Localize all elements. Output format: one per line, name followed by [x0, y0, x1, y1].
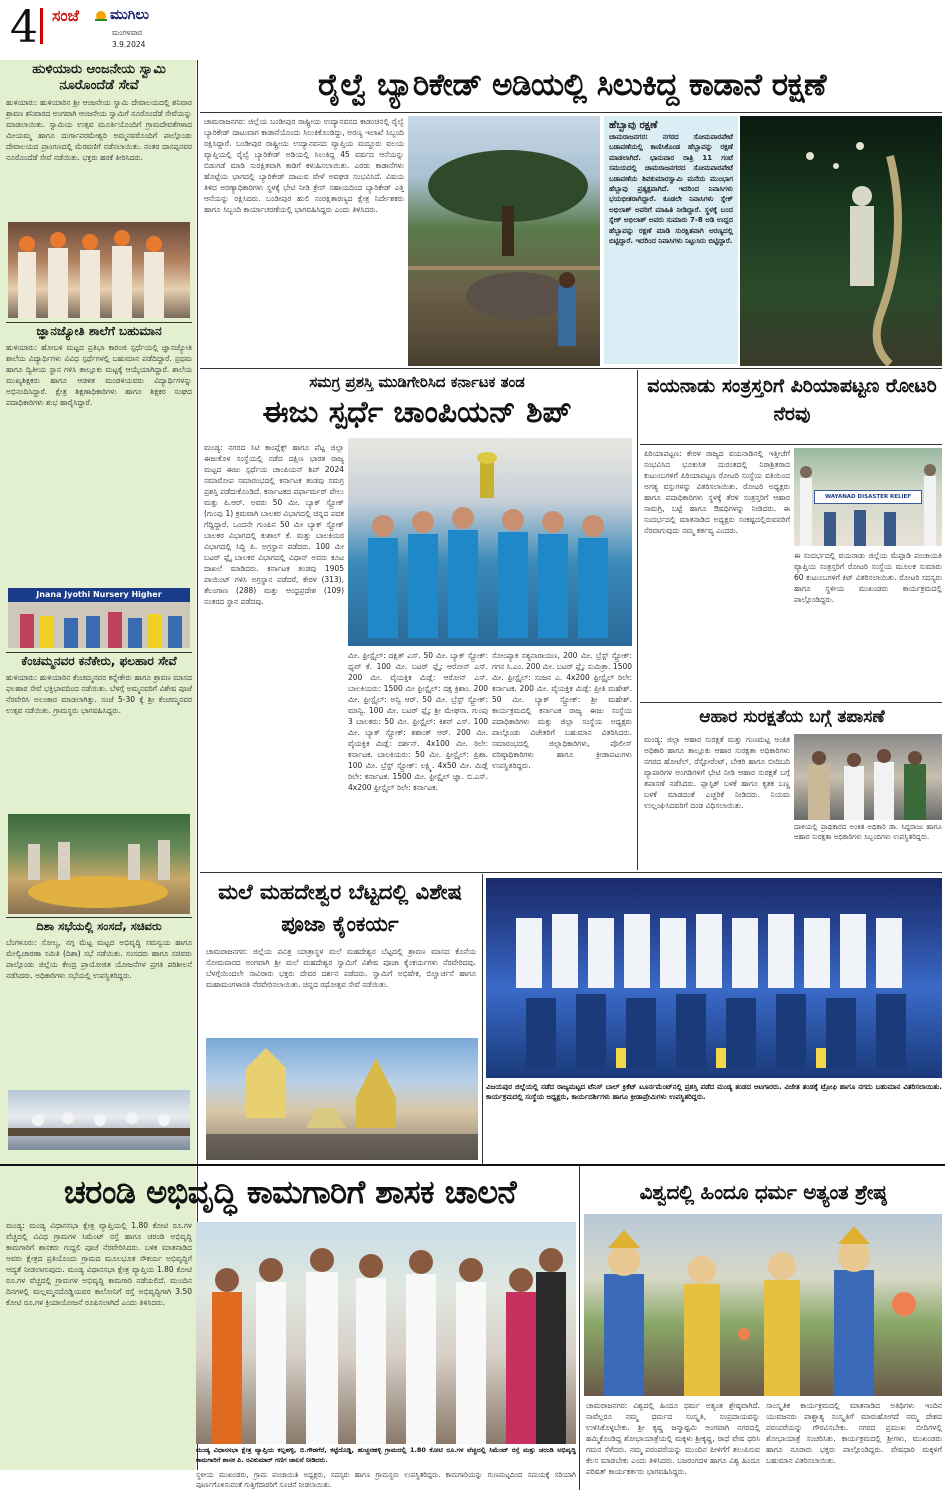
elephant-body: ಚಾಮರಾಜನಗರ: ಜಿಲ್ಲೆಯ ಬಂಡೀಪುರ ರಾಷ್ಟ್ರೀಯ ಉದ್ಯಾನವನದ ಕಾಡಂಚಿನಲ್ಲಿ ರೈಲ್ವೆ ಬ್ಯಾರಿಕೇಡ್ ದಾಟುವಾಗ ಕಾಡಾನೆಯೊಂದು ಸಿಲುಕಿಕೊಂಡಿದ್ದು, ಅರಣ್ಯ ಇಲಾಖೆ ಸಿಬ್ಬಂದಿ ರಕ್ಷಿಸಿದ್ದಾರೆ. ಬಂಡೀಪುರ ರಾಷ್ಟ್ರೀಯ ಉದ್ಯಾನವನದ ವ್ಯಾಪ್ತಿಯ ಮದ್ದೂರು ವಲಯ ವ್ಯಾಪ್ತಿಯಲ್ಲಿ ರೈಲ್ವೆ ಬ್ಯಾರಿಕೇಡ್ ಅಡಿಯಲ್ಲಿ ಸಿಲುಕಿದ್ದ 45 ವರ್ಷದ ಆನೆಯನ್ನು ಬಿಡುಗಡೆ ಮಾಡಿ ಸುರಕ್ಷಿತವಾಗಿ ಕಾಡಿಗೆ ಕಳುಹಿಸಲಾಯಿತು. ಎರಡು ಕಾಡಾನೆಗಳು ಹೊಟ್ಟೆಯ ಭಾಗದಲ್ಲಿ ಬ್ಯಾರಿಕೇಡ್ ದಾಟುವ ವೇಳೆ ಅವಘಡ ಸಂಭವಿಸಿದೆ. ವಿಷಯ ತಿಳಿದ ಅರಣ್ಯಾಧಿಕಾರಿಗಳು ಸ್ಥಳಕ್ಕೆ ಭೇಟಿ ನೀಡಿ ಕ್ರೇನ್ ಸಹಾಯದಿಂದ ಬ್ಯಾರಿಕೇಡ್ ಎತ್ತಿ ಆನೆಯನ್ನು ರಕ್ಷಿಸಿದರು. ಬಂಡೀಪುರ ಹುಲಿ ಸಂರಕ್ಷಿತಾರಣ್ಯದ ಕ್ಷೇತ್ರ ನಿರ್ದೇಶಕರು ಹಾಗೂ ಸಿಬ್ಬಂದಿ ಕಾರ್ಯಾಚರಣೆಯಲ್ಲಿ ಭಾಗವಹಿಸಿದ್ದರು ಎಂದು ತಿಳಿಸಿದರು. [204, 117, 404, 214]
photo-school-award [8, 588, 190, 648]
charandi-body: ಮಂಡ್ಯ: ಮಂಡ್ಯ ವಿಧಾನಸಭಾ ಕ್ಷೇತ್ರ ವ್ಯಾಪ್ತಿಯಲ್ಲಿ 1.80 ಕೋಟಿ ರೂ.ಗಳ ವೆಚ್ಚದಲ್ಲಿ ವಿವಿಧ ಗ್ರಾಮಗಳ ಸಿಮೆಂಟ್ ರಸ್ತೆ ಹಾಗೂ ಚರಂಡಿ ಅಭಿವೃದ್ಧಿ ಕಾಮಗಾರಿಗೆ ಶಾಸಕರು ಗುದ್ದಲಿ ಪೂಜೆ ನೆರವೇರಿಸಿದರು. ಬಳಿಕ ಮಾತನಾಡಿದ ಅವರು ಕ್ಷೇತ್ರದ ಪ್ರತಿಯೊಂದು ಗ್ರಾಮದ ಮೂಲಭೂತ ಸೌಕರ್ಯ ಅಭಿವೃದ್ಧಿಗೆ ಆದ್ಯತೆ ನೀಡಲಾಗುವುದು. ಮಂಡ್ಯ ವಿಧಾನಸಭಾ ಕ್ಷೇತ್ರ ವ್ಯಾಪ್ತಿಯ 1.80 ಕೋಟಿ ರೂ.ಗಳ ವೆಚ್ಚದಲ್ಲಿ ಗ್ರಾಮಗಳ ಅಭಿವೃದ್ಧಿ ಕಾಮಗಾರಿ ನಡೆಯಲಿದೆ. ಮುಂದಿನ ದಿನಗಳಲ್ಲಿ ಮಲ್ಲಮ್ಮನದೊಡ್ಡಿಯವರ ಕಾಲೋನಿಗೆ ರಸ್ತೆ ಅಭಿವೃದ್ಧಿಗಾಗಿ 3.50 ಕೋಟಿ ರೂ.ಗಳ ಕ್ರಿಯಾಯೋಜನೆ ರೂಪಿಸಲಾಗಿದೆ ಎಂದು ತಿಳಿಸಿದರು. [6, 1221, 192, 1307]
headline-swimming: ಈಜು ಸ್ಪರ್ಧೆ ಚಾಂಪಿಯನ್ ಶಿಪ್ [262, 395, 572, 430]
article-disha [6, 919, 192, 1087]
hindu-col2: ಸಾಂಸ್ಕೃತಿಕ ಕಾರ್ಯಕ್ರಮದಲ್ಲಿ ಮಾತನಾಡಿದ ಅತಿಥಿಗಳು ಇಂದಿನ ಯುವಜನರು ಪಾಶ್ಚಾತ್ಯ ಸಂಸ್ಕೃತಿಗೆ ಮಾರುಹೋಗದೆ ನಮ್ಮ ದೇಶದ ಪರಂಪರೆಯನ್ನು ಗೌರವಿಸಬೇಕು. ನಗರದ ಪ್ರಮುಖ ಬೀದಿಗಳಲ್ಲಿ ಶೋಭಾಯಾತ್ರೆ ಸಂಚರಿಸಿತು. ಕಾರ್ಯಕ್ರಮದಲ್ಲಿ ಶ್ರೀಗಳು, ಮುಖಂಡರು ಹಾಗೂ ನೂರಾರು ಭಕ್ತರು ಪಾಲ್ಗೊಂಡಿದ್ದರು. ವೇಷಧಾರಿ ಮಕ್ಕಳಿಗೆ ಬಹುಮಾನ ವಿತರಿಸಲಾಯಿತು. [766, 1401, 942, 1465]
headline-wayanad: ವಯನಾಡು ಸಂತ್ರಸ್ತರಿಗೆ ಪಿರಿಯಾಪಟ್ಟಣ ರೋಟರಿ ನೆರವು [647, 375, 937, 425]
swimming-col3: ಸೋಂಪ್ಯಾಕ ಸತ್ಯನಾರಾಯಣ, 200 ಮೀ. ಬ್ರೆಸ್ಟ್ ಸ್ಟ್ರೋಕ್: ಗಗನ ಸಿ.ಎಂ. 200 ಮೀ. ಬಟರ್ ಫ್ಲೈ: ಸುಮಿತ್ರಾ. 1500 ಮೀ. ಫ್ರೀಸ್ಟೈಲ್: ಸಂಜನ ಎ. 4x200 ಫ್ರೀಸ್ಟೈಲ್ ರಿಲೇ: ಕರ್ನಾಟಕ. 200 ಮೀ. ವೈಯಕ್ತಿಕ ಮಿಡ್ಲೆ: ಪ್ರೀತಿ ಮಹೇಶ್. 50 ಮೀ. ಬ್ಯಾಕ್ ಸ್ಟ್ರೋಕ್: ಶ್ರೀ ಮಹೇಶ್. ಕಾರ್ಯಕ್ರಮದಲ್ಲಿ ಕರ್ನಾಟಕ ರಾಜ್ಯ ಈಜು ಸಂಸ್ಥೆಯ ಪದಾಧಿಕಾರಿಗಳು ಮತ್ತು ಜಿಲ್ಲಾ ಸಂಸ್ಥೆಯ ಅಧ್ಯಕ್ಷರು ಪಾಲ್ಗೊಂಡು ವಿಜೇತರಿಗೆ ಬಹುಮಾನ ವಿತರಿಸಿದರು. ಸಮಾರಂಭದಲ್ಲಿ ಜಿಲ್ಲಾಧಿಕಾರಿಗಳು, ಪೊಲೀಸ್ ವರಿಷ್ಠಾಧಿಕಾರಿಗಳು ಹಾಗೂ ಕ್ರೀಡಾಪಟುಗಳು ಉಪಸ್ಥಿತರಿದ್ದರು. [492, 651, 632, 770]
food-caption: ದಾಳಿಯಲ್ಲಿ ಪ್ರಾಧಿಕಾರದ ಅಂಕಿತ ಅಧಿಕಾರಿ ಡಾ. ಸಿದ್ದರಾಜು ಹಾಗೂ ಆಹಾರ ಸುರಕ್ಷತಾ ಅಧಿಕಾರಿಗಳು ಸಿಬ್ಬಂದಿಗಳು ಉಪಸ್ಥಿತರಿದ್ದರು. [794, 823, 942, 841]
page-number: 4 [10, 2, 38, 53]
photo-wayanad-relief [794, 448, 942, 546]
photo-food-inspection [794, 734, 942, 820]
photo-disha-meeting [8, 1090, 190, 1150]
headline-charandi: ಚರಂಡಿ ಅಭಿವೃದ್ಧಿ ಕಾಮಗಾರಿಗೆ ಶಾಸಕ ಚಾಲನೆ [63, 1173, 517, 1211]
masthead-date: 3.9.2024 [112, 40, 146, 49]
masthead [0, 0, 200, 58]
charandi-body2: ಸ್ಥಳೀಯ ಮುಖಂಡರು, ಗ್ರಾಮ ಪಂಚಾಯಿತಿ ಅಧ್ಯಕ್ಷರು, ಸದಸ್ಯರು ಹಾಗೂ ಗ್ರಾಮಸ್ಥರು ಉಪಸ್ಥಿತರಿದ್ದರು. ಕಾಮಗಾರಿಯನ್ನು ಗುಣಮಟ್ಟದಿಂದ ಸಮಯಕ್ಕೆ ಸರಿಯಾಗಿ ಪೂರ್ಣಗೊಳಿಸುವಂತೆ ಗುತ್ತಿಗೆದಾರರಿಗೆ ಸೂಚನೆ ನೀಡಲಾಯಿತು. [196, 1471, 576, 1489]
python-body: ಚಾಮರಾಜನಗರ: ನಗರದ ಸೋಮವಾರಪೇಟೆ ಬಡಾವಣೆಯಲ್ಲಿ ಕಾಣಿಸಿಕೊಂಡ ಹೆಬ್ಬಾವನ್ನು ರಕ್ಷಣೆ ಮಾಡಲಾಗಿದೆ. ಭಾನುವಾರ ರಾತ್ರಿ 11 ಗಂಟೆ ಸಮಯದಲ್ಲಿ ಚಾಮರಾಜನಗರದ ಸೋಮವಾರಪೇಟೆ ಬಡಾವಣೆಯ ಶಿವಕುಮಾರಸ್ವಾಮಿ ಮನೆಯ ಮುಂಭಾಗ ಹೆಬ್ಬಾವು ಪ್ರತ್ಯಕ್ಷವಾಗಿದೆ. ಇದರಿಂದ ನಿವಾಸಿಗಳು ಭಯಭೀತರಾಗಿದ್ದಾರೆ. ಕೂಡಲೇ ನಿವಾಸಿಗಳು ಸ್ನೇಕ್ ಅಭಿಲಾಶ್ ಅವರಿಗೆ ಮಾಹಿತಿ ನೀಡಿದ್ದಾರೆ. ಸ್ಥಳಕ್ಕೆ ಬಂದ ಸ್ನೇಕ್ ಅಭಿಲಾಶ್ ಅವರು ಸುಮಾರು 7-8 ಅಡಿ ಉದ್ದದ ಹೆಬ್ಬಾವನ್ನು ರಕ್ಷಣೆ ಮಾಡಿ ಸುರಕ್ಷಿತವಾಗಿ ಅರಣ್ಯದಲ್ಲಿ ಬಿಟ್ಟಿದ್ದಾರೆ. ಇದರಿಂದ ನಿವಾಸಿಗಳು ನಿಟ್ಟುಸಿರು ಬಿಟ್ಟಿದ್ದಾರೆ. [609, 133, 733, 246]
headline-mm-hills: ಮಲೆ ಮಹದೇಶ್ವರ ಬೆಟ್ಟದಲ್ಲಿ ವಿಶೇಷ ಪೂಜಾ ಕೈಂಕರ್ಯ [218, 880, 462, 936]
headline-elephant: ರೈಲ್ವೆ ಬ್ಯಾರಿಕೇಡ್ ಅಡಿಯಲ್ಲಿ ಸಿಲುಕಿದ್ದ ಕಾಡಾನೆ ರಕ್ಷಣೆ [317, 67, 827, 103]
brand-right: ಮುಗಿಲು [110, 7, 149, 23]
article-title: ಜ್ಞಾನಜ್ಯೋತಿ ಶಾಲೆಗೆ ಬಹುಮಾನ [36, 324, 162, 338]
cricket-caption: ವಿಜಯಪುರ ಜಿಲ್ಲೆಯಲ್ಲಿ ನಡೆದ ರಾಜ್ಯಮಟ್ಟದ ಟೆನಿಸ್ ಬಾಲ್ ಕ್ರಿಕೆಟ್ ಟೂರ್ನಮೆಂಟ್‌ನಲ್ಲಿ ಪ್ರಶಸ್ತಿ ಪಡೆದ ಮಂಡ್ಯ ತಂಡದ ಆಟಗಾರರು. ವಿಜೇತ ತಂಡಕ್ಕೆ ಟ್ರೋಫಿ ಹಾಗೂ ನಗದು ಬಹುಮಾನ ವಿತರಿಸಲಾಯಿತು. ಕಾರ್ಯಕ್ರಮದಲ್ಲಿ ಸಂಸ್ಥೆಯ ಅಧ್ಯಕ್ಷರು, ಕಾರ್ಯದರ್ಶಿಗಳು ಹಾಗೂ ಕ್ರೀಡಾಪ್ರೇಮಿಗಳು ಉಪಸ್ಥಿತರಿದ್ದರು. [486, 1083, 942, 1102]
photo-kenchamma-offering [8, 814, 190, 914]
wayanad-body: ಪಿರಿಯಾಪಟ್ಟಣ: ಕೇರಳ ರಾಜ್ಯದ ವಯನಾಡಿನಲ್ಲಿ ಇತ್ತೀಚೆಗೆ ಸಂಭವಿಸಿದ ಭೂಕುಸಿತ ದುರಂತದಲ್ಲಿ ನಿರಾಶ್ರಿತರಾದ ಕುಟುಂಬಗಳಿಗೆ ಪಿರಿಯಾಪಟ್ಟಣ ರೋಟರಿ ಸಂಸ್ಥೆಯ ವತಿಯಿಂದ ಅಗತ್ಯ ವಸ್ತುಗಳನ್ನು ವಿತರಿಸಲಾಯಿತು. ರೋಟರಿ ಅಧ್ಯಕ್ಷರು ಹಾಗೂ ಪದಾಧಿಕಾರಿಗಳು ಸ್ಥಳಕ್ಕೆ ತೆರಳಿ ಸಂತ್ರಸ್ತರಿಗೆ ಆಹಾರ ಸಾಮಗ್ರಿ, ಬಟ್ಟೆ ಹಾಗೂ ಔಷಧಿಗಳನ್ನು ನೀಡಿದರು. ಈ ಸಂದರ್ಭದಲ್ಲಿ ಮಾತನಾಡಿದ ಅಧ್ಯಕ್ಷರು ಸಂಕಷ್ಟದಲ್ಲಿರುವವರಿಗೆ ನೆರವಾಗುವುದು ನಮ್ಮ ಕರ್ತವ್ಯ ಎಂದರು. [644, 449, 790, 535]
photo-swimming-team [348, 438, 632, 646]
article-body: ಬೆಂಗಳೂರು: ಸೋಲ್ಯ, ನಗ್ಗ ಮೆಟ್ಟ ಮಟ್ಟದ ಅಭಿವೃದ್ಧಿ ಸಮನ್ವಯ ಹಾಗೂ ಮೇಲ್ವಿಚಾರಣಾ ಸಮಿತಿ (ದಿಶಾ) ಸಭೆ ನಡೆಯಿತು. ಸಂಸದರು ಹಾಗೂ ಸಚಿವರು ಪಾಲ್ಗೊಂಡು ಜಿಲ್ಲೆಯ ಕೇಂದ್ರ ಪ್ರಾಯೋಜಿತ ಯೋಜನೆಗಳ ಪ್ರಗತಿ ಪರಿಶೀಲನೆ ನಡೆಸಿದರು. ಅಧಿಕಾರಿಗಳು ಸಭೆಯಲ್ಲಿ ಉಪಸ್ಥಿತರಿದ್ದರು. [6, 938, 192, 980]
masthead-day: ಮಂಗಳವಾರ [112, 28, 143, 37]
wayanad-body2: ಈ ಸಂದರ್ಭದಲ್ಲಿ ವಯನಾಡು ಜಿಲ್ಲೆಯ ಮೆಪ್ಪಾಡಿ ಪಂಚಾಯತಿ ವ್ಯಾಪ್ತಿಯ ಸಂತ್ರಸ್ತರಿಗೆ ರೋಟರಿ ಸಂಸ್ಥೆಯ ಮೂಲಕ ಸುಮಾರು 60 ಕುಟುಂಬಗಳಿಗೆ ಕಿಟ್ ವಿತರಿಸಲಾಯಿತು. ರೋಟರಿ ಸದಸ್ಯರು ಹಾಗೂ ಸ್ಥಳೀಯ ಮುಖಂಡರು ಕಾರ್ಯಕ್ರಮದಲ್ಲಿ ಪಾಲ್ಗೊಂಡಿದ್ದರು. [794, 551, 942, 604]
kicker-swimming: ಸಮಗ್ರ ಪ್ರಶಸ್ತಿ ಮುಡಿಗೇರಿಸಿದ ಕರ್ನಾಟಕ ತಂಡ [309, 373, 525, 391]
photo-krishna-procession [584, 1214, 942, 1396]
relief-banner: WAYANAD DISASTER RELIEF [814, 490, 922, 504]
charandi-caption: ಮಂಡ್ಯ ವಿಧಾನಸಭಾ ಕ್ಷೇತ್ರ ವ್ಯಾಪ್ತಿಯ ಕಲ್ಲಹಳ್ಳಿ, ಬಿ.ಗೌಡಗೆರೆ, ಕಟ್ಟೆದೊಡ್ಡಿ, ಹುಚ್ಚನಹಳ್ಳಿ ಗ್ರಾಮದಲ್ಲಿ 1.80 ಕೋಟಿ ರೂ.ಗಳ ವೆಚ್ಚದಲ್ಲಿ ಸಿಮೆಂಟ್ ರಸ್ತೆ ಮತ್ತು ಚರಂಡಿ ಅಭಿವೃದ್ಧಿ ಕಾಮಗಾರಿಗೆ ಶಾಸಕ ಪಿ. ರವಿಕುಮಾರ್ ಗಣಿಗ ಚಾಲನೆ ನೀಡಿದರು. [196, 1446, 576, 1464]
swimming-col2: ಮೀ. ಫ್ರೀಸ್ಟೈಲ್: ದಕ್ಷಿತ್ ಎಸ್. 50 ಮೀ. ಬ್ಯಾಕ್ ಸ್ಟ್ರೋಕ್: ಧೃವ್ ಕೆ. 100 ಮೀ. ಬಟರ್ ಫ್ಲೈ: ಆರೋನ್ ಎಸ್. 200 ಮೀ. ವೈಯಕ್ತಿಕ ಮಿಡ್ಲೆ: ಆರೋನ್ ಎಸ್. ಬಾಲಕಿಯರು: 1500 ಮೀ ಫ್ರೀಸ್ಟೈಲ್: ದಕ್ಷ ಕ್ರಿಶಾಂ. 200 ಮೀ. ಫ್ರೀಸ್ಟೈಲ್: ಅನ್ವಿ ಆರ್. 50 ಮೀ. ಬ್ರೆಸ್ಟ್ ಸ್ಟ್ರೋಕ್: ಮಾನ್ವಿ. 100 ಮೀ. ಬಟರ್ ಫ್ಲೈ: ಶ್ರೀ ಮೇಘನಾ. ಗುಂಪು 3 ಬಾಲಕರು: 50 ಮೀ. ಫ್ರೀಸ್ಟೈಲ್: ಕಿಶನ್ ಎಸ್. 100 ಮೀ. ಬ್ಯಾಕ್ ಸ್ಟ್ರೋಕ್: ಶಶಾಂಕ್ ಆರ್. 200 ಮೀ. ವೈಯಕ್ತಿಕ ಮಿಡ್ಲೆ: ದರ್ಶನ್. 4x100 ಮೀ. ರಿಲೇ: ಕರ್ನಾಟಕ. ಬಾಲಕಿಯರು: 50 ಮೀ. ಫ್ರೀಸ್ಟೈಲ್: ಪ್ರಿಶಾ. 100 ಮೀ. ಬ್ರೆಸ್ಟ್ ಸ್ಟ್ರೋಕ್: ಲಕ್ಷ್ಮಿ. 4x50 ಮೀ. ಮಿಡ್ಲೆ ರಿಲೇ: ಕರ್ನಾಟಕ. 1500 ಮೀ. ಫ್ರೀಸ್ಟೈಲ್ ಜ್ಞಾ. ಬಿ.ಎಸ್. 4x200 ಫ್ರೀಸ್ಟೈಲ್ ರಿಲೇ: ಕರ್ನಾಟಕ. [348, 651, 488, 792]
headline-hindu-dharma: ವಿಶ್ವದಲ್ಲಿ ಹಿಂದೂ ಧರ್ಮ ಅತ್ಯಂತ ಶ್ರೇಷ್ಠ [639, 1180, 887, 1204]
article-title: ದಿಶಾ ಸಭೆಯಲ್ಲಿ ಸಂಸದೆ, ಸಚಿವರು [36, 919, 162, 933]
photo-elephant-rescue [408, 116, 600, 366]
sun-icon [93, 8, 109, 24]
article-title: ಹುಳಿಯಾರು ಆಂಜನೇಯ ಸ್ವಾಮಿ ನೂರೊಂದೆಡೆ ಸೇವೆ [32, 62, 166, 93]
masthead-divider [40, 8, 43, 44]
photo-python-night [740, 116, 942, 366]
photo-hanuman-event [8, 222, 190, 318]
article-body: ಹುಳಿಯಾರು: ಹುಳಿಯಾರಿನ ಕೆಂಚಮ್ಮನವರ ಕನ್ನೇಕೇರು ಹಾಗೂ ಶ್ರಾವಣ ಮಾಸದ ಫಲಹಾರ ಸೇವೆ ಭಕ್ತಿಭಾವದಿಂದ ನಡೆಯಿತು. ಬೆಳಗ್ಗೆ ಅಮ್ಮನವರಿಗೆ ವಿಶೇಷ ಪೂಜೆ ನೆರವೇರಿಸಿ ಅಲಂಕಾರ ಮಾಡಲಾಗಿತ್ತು. ಸಂಜೆ 5-30 ಕ್ಕೆ ಶ್ರೀ ಕೆಂಚಮ್ಮನವರ ಉತ್ಸವ ನಡೆಯಿತು. ಗ್ರಾಮಸ್ಥರು ಭಾಗವಹಿಸಿದ್ದರು. [6, 673, 192, 715]
article-hanuman [6, 62, 192, 220]
python-title: ಹೆಬ್ಬಾವು ರಕ್ಷಣೆ [609, 120, 658, 131]
school-sign: Jnana Jyothi Nursery Higher [8, 588, 190, 602]
article-title: ಕೆಂಚಮ್ಮನವರ ಕನೆಕೇರು, ಫಲಹಾರ ಸೇವೆ [21, 654, 177, 668]
photo-cricket-team [486, 878, 942, 1078]
article-kenchamma [6, 654, 192, 812]
mm-hills-body: ಚಾಮರಾಜನಗರ: ಜಿಲ್ಲೆಯ ಪವಿತ್ರ ಯಾತ್ರಾಸ್ಥಳ ಮಲೆ ಮಹದೇಶ್ವರ ಬೆಟ್ಟದಲ್ಲಿ ಶ್ರಾವಣ ಮಾಸದ ಕೊನೆಯ ಸೋಮವಾರದ ಅಂಗವಾಗಿ ಶ್ರೀ ಮಲೆ ಮಹದೇಶ್ವರ ಸ್ವಾಮಿಗೆ ವಿಶೇಷ ಪೂಜಾ ಕೈಂಕರ್ಯಗಳು ನೆರವೇರಿದವು. ಬೆಳಗ್ಗೆಯಿಂದಲೇ ಸಾವಿರಾರು ಭಕ್ತರು ದೇವರ ದರ್ಶನ ಪಡೆದರು. ಸ್ವಾಮಿಗೆ ಅಭಿಷೇಕ, ಬಿಲ್ವಾರ್ಚನೆ ಹಾಗೂ ಮಹಾಮಂಗಳಾರತಿ ನೆರವೇರಿಸಲಾಯಿತು. ಚಿನ್ನದ ರಥೋತ್ಸವ ಸೇವೆ ನಡೆಯಿತು. [206, 947, 476, 989]
headline-food-safety: ಆಹಾರ ಸುರಕ್ಷತೆಯ ಬಗ್ಗೆ ತಪಾಸಣೆ [699, 707, 885, 727]
swimming-col1: ಮಂಡ್ಯ: ನಗರದ ಸಿಟಿ ಕಾಂಪ್ಲೆಕ್ಸ್ ಹಾಗೂ ಪೆಟ್ಟ ಜಿಲ್ಲಾ ಈಜುಕೊಳ ಸಂಸ್ಥೆಯಲ್ಲಿ ನಡೆದ ದಕ್ಷಿಣ ಭಾರತ ರಾಜ್ಯ ಮಟ್ಟದ ಈಜು ಸ್ಪರ್ಧೆಯ ಚಾಂಪಿಯನ್ ಶಿಪ್ 2024 ಸಮಾರೋಪ ಸಮಾರಂಭದಲ್ಲಿ ಕರ್ನಾಟಕ ತಂಡವು ಸಮಗ್ರ ಪ್ರಶಸ್ತಿ ಪಡೆದುಕೊಂಡಿದೆ. ಕರ್ನಾಟಕದ ಪರ್ಫಾರ್ಮರ್ ವೇಲು ಮತ್ತು ಪಿ.ಆರ್. ಅವರು 50 ಮೀ. ಬ್ಯಾಕ್ ಸ್ಟ್ರೋಕ್ (ಗುಂಪು 1) ಕ್ರಮವಾಗಿ ಬಾಲಕರ ವಿಭಾಗದಲ್ಲಿ ಚಿನ್ನದ ಪದಕ ಗೆದ್ದಿದ್ದಾರೆ. ಒಂದನೇ ಗುಂಪಿನ 50 ಮೀ ಬ್ಯಾಕ್ ಸ್ಟ್ರೋಕ್ ಬಾಲಕರ ವಿಭಾಗದಲ್ಲಿ ಕುಶಾಲ್ ಕೆ. ಮತ್ತು ಬಾಲಕಿಯರ ವಿಭಾಗದಲ್ಲಿ ಸಿದ್ಧಿ ಪಿ. ಅಗ್ರಸ್ಥಾನ ಪಡೆದರು. 100 ಮೀ ಬಟರ್ ಫ್ಲೈ ಬಾಲಕರ ವಿಭಾಗದಲ್ಲಿ ವಿಧಾನ್ ಅವರು ಕೂಟ ದಾಖಲೆ ಮಾಡಿದರು. ಕರ್ನಾಟಕ ತಂಡವು 1905 ಪಾಯಿಂಟ್ ಗಳಿಸಿ ಅಗ್ರಸ್ಥಾನ ಪಡೆದರೆ, ಕೇರಳ (313), ತೆಲಂಗಾಣ (288) ಮತ್ತು ಆಂಧ್ರಪ್ರದೇಶ (109) ನಂತರದ ಸ್ಥಾನ ಪಡೆದವು. [204, 443, 344, 606]
article-body: ಹುಳಿಯಾರು: ಹೋಬಳಿ ಮಟ್ಟದ ಪ್ರತಿಭಾ ಕಾರಂಜಿ ಸ್ಪರ್ಧೆಯಲ್ಲಿ ಜ್ಞಾನಜ್ಯೋತಿ ಶಾಲೆಯ ವಿದ್ಯಾರ್ಥಿಗಳು ವಿವಿಧ ಸ್ಪರ್ಧೆಗಳಲ್ಲಿ ಬಹುಮಾನ ಪಡೆದಿದ್ದಾರೆ. ಪ್ರಥಮ ಹಾಗೂ ದ್ವಿತೀಯ ಸ್ಥಾನ ಗಳಿಸಿ ತಾಲ್ಲೂಕು ಮಟ್ಟಕ್ಕೆ ಆಯ್ಕೆಯಾಗಿದ್ದಾರೆ. ಶಾಲೆಯ ಮುಖ್ಯಶಿಕ್ಷಕರು ಹಾಗೂ ಆಡಳಿತ ಮಂಡಳಿಯವರು ವಿದ್ಯಾರ್ಥಿಗಳನ್ನು ಅಭಿನಂದಿಸಿದ್ದಾರೆ. ಕ್ಷೇತ್ರ ಶಿಕ್ಷಣಾಧಿಕಾರಿಗಳು ಹಾಗೂ ಶಿಕ್ಷಕರ ಸಂಘದ ಪದಾಧಿಕಾರಿಗಳು ಶುಭ ಹಾರೈಸಿದ್ದಾರೆ. [6, 343, 192, 407]
brand-left: ಸಂಜೆ [52, 6, 79, 25]
food-body: ಮಂಡ್ಯ: ಜಿಲ್ಲಾ ಆಹಾರ ಸುರಕ್ಷತೆ ಮತ್ತು ಗುಣಮಟ್ಟ ಅಂಕಿತ ಅಧಿಕಾರಿ ಹಾಗೂ ತಾಲ್ಲೂಕು ಆಹಾರ ಸುರಕ್ಷತಾ ಅಧಿಕಾರಿಗಳು ನಗರದ ಹೋಟೆಲ್, ರೆಸ್ಟೋರೆಂಟ್, ಬೇಕರಿ ಹಾಗೂ ಬೀದಿಬದಿ ವ್ಯಾಪಾರಿಗಳ ಅಂಗಡಿಗಳಿಗೆ ಭೇಟಿ ನೀಡಿ ಆಹಾರ ಸುರಕ್ಷತೆ ಬಗ್ಗೆ ತಪಾಸಣೆ ನಡೆಸಿದರು. ಪ್ಲಾಸ್ಟಿಕ್ ಬಳಕೆ ಹಾಗೂ ಕೃತಕ ಬಣ್ಣ ಬಳಕೆ ಮಾಡದಂತೆ ಎಚ್ಚರಿಕೆ ನೀಡಿದರು. ನಿಯಮ ಉಲ್ಲಂಘಿಸಿದವರಿಗೆ ದಂಡ ವಿಧಿಸಲಾಯಿತು. [644, 735, 790, 810]
photo-charandi-inauguration [196, 1222, 576, 1444]
article-jnanajyothi [6, 324, 192, 584]
hindu-col1: ಚಾಮರಾಜನಗರ: ವಿಶ್ವದಲ್ಲಿ ಹಿಂದೂ ಧರ್ಮ ಅತ್ಯಂತ ಶ್ರೇಷ್ಠವಾಗಿದೆ. ನಾವೆಲ್ಲರೂ ನಮ್ಮ ಧರ್ಮದ ಸಂಸ್ಕೃತಿ, ಸಂಪ್ರದಾಯವನ್ನು ಉಳಿಸಿಕೊಳ್ಳಬೇಕು. ಶ್ರೀ ಕೃಷ್ಣ ಜನ್ಮಾಷ್ಟಮಿ ಅಂಗವಾಗಿ ನಗರದಲ್ಲಿ ಹಮ್ಮಿಕೊಂಡಿದ್ದ ಶೋಭಾಯಾತ್ರೆಯಲ್ಲಿ ಮಕ್ಕಳು ಶ್ರೀಕೃಷ್ಣ, ರಾಧೆ ವೇಷ ಧರಿಸಿ ಗಮನ ಸೆಳೆದರು. ನಮ್ಮ ಪರಂಪರೆಯನ್ನು ಮುಂದಿನ ಪೀಳಿಗೆಗೆ ತಲುಪಿಸುವ ಕೆಲಸ ಮಾಡಬೇಕು ಎಂದು ತಿಳಿಸಿದರು. ಬಜರಂಗದಳ ಹಾಗೂ ವಿಶ್ವ ಹಿಂದೂ ಪರಿಷತ್ ಕಾರ್ಯಕರ್ತರು ಭಾಗವಹಿಸಿದ್ದರು. [586, 1401, 760, 1476]
photo-temple [206, 1038, 478, 1160]
article-body: ಹುಳಿಯಾರು: ಹುಳಿಯಾರಿನ ಶ್ರೀ ಆಂಜನೇಯ ಸ್ವಾಮಿ ದೇವಾಲಯದಲ್ಲಿ ಶನಿವಾರ ಶ್ರಾವಣ ಶನಿವಾರದ ಅಂಗವಾಗಿ ಆಂಜನೇಯ ಸ್ವಾಮಿಗೆ ನೂರೊಂದೆಡೆ ಸೇವೆಯನ್ನು ಮಾಡಲಾಯಿತು. ಸ್ವಾಮಿಯ ಉತ್ಸವ ಮೂರ್ತಿಯೊಂದಿಗೆ ಗ್ರಾಮದೇವತೆಗಳಾದ ಮೀಯಮ್ಮ ಹಾಗೂ ದುರ್ಗಾಪರಮೇಶ್ವರಿ ಅಮ್ಮನವರೊಂದಿಗೆ ಪಾಲ್ಗೊಂಡು ದೇವಾಲಯದ ಪ್ರಾಂಗಣದಲ್ಲಿ ಮೆರವಣಿಗೆ ನಡೆಸಲಾಯಿತು. ನಂತರ ದಾಸಪ್ಪನವರ ನೂರೊಂದೆಡೆ ಸೇವೆ ನಡೆಯಿತು. ಭಕ್ತರು ಹರಕೆ ತೀರಿಸಿದರು. [6, 98, 192, 162]
python-box [604, 116, 738, 364]
